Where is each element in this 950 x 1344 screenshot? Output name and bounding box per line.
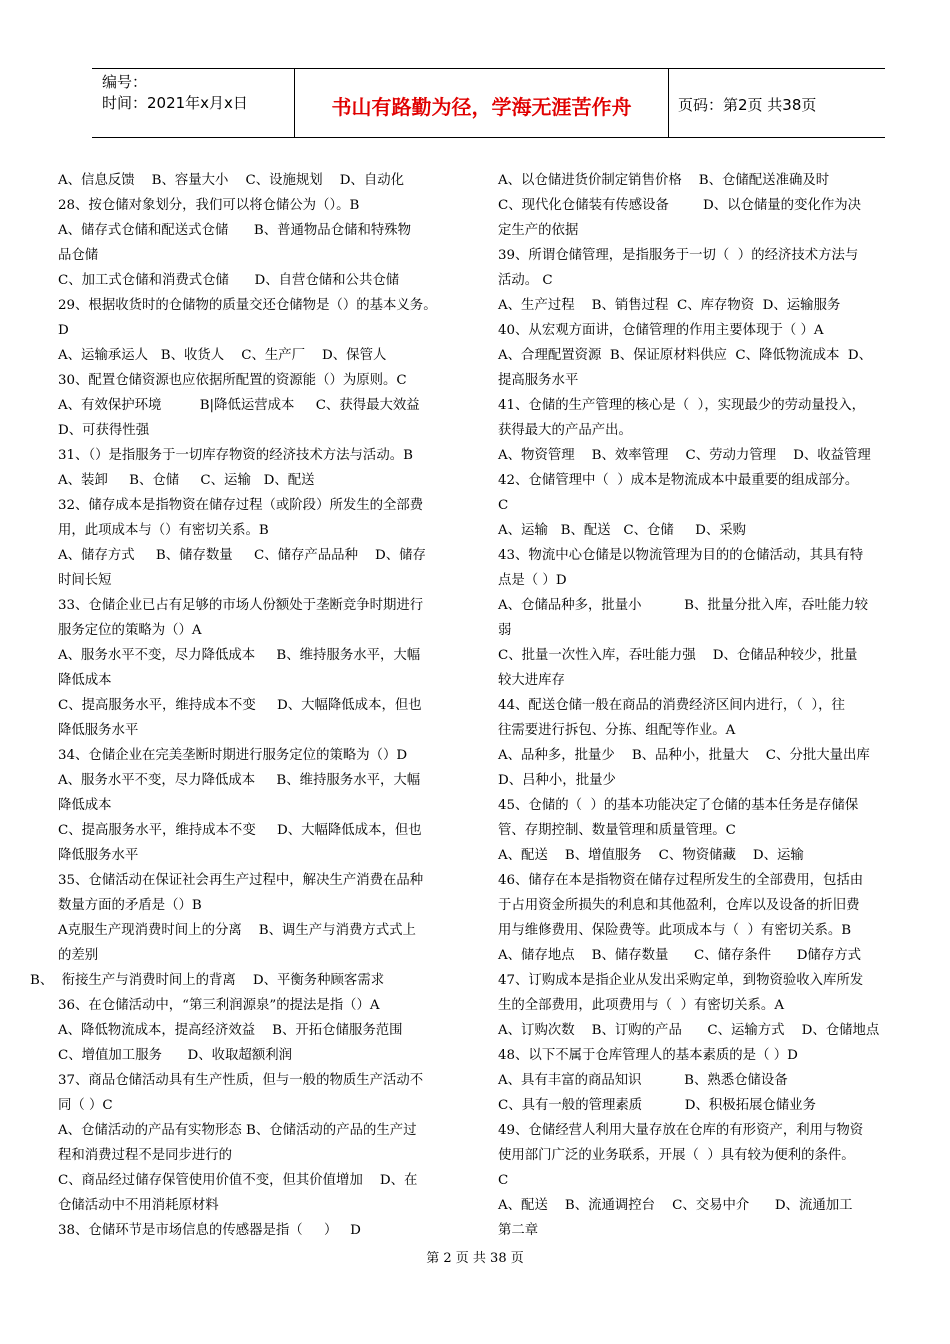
text-line: A、服务水平不变，尽力降低成本 B、维持服务水平，大幅 — [58, 773, 421, 788]
text-line: 34、仓储企业在完美垄断时期进行服务定位的策略为（）D — [58, 748, 408, 763]
text-line: 使用部门广泛的业务联系，开展（ ）具有较为便利的条件。 — [498, 1148, 855, 1163]
text-line: 28、按仓储对象划分，我们可以将仓储公为（）。B — [58, 198, 360, 213]
text-line: A、储存式仓储和配送式仓储 B、普通物品仓储和特殊物 — [58, 223, 412, 238]
header-page-cell — [668, 69, 885, 137]
text-line: 生的全部费用，此项费用与（ ）有密切关系。A — [498, 998, 784, 1013]
text-line: A、具有丰富的商品知识 B、熟悉仓储设备 — [498, 1073, 788, 1088]
text-line: 48、以下不属于仓库管理人的基本素质的是（ ）D — [498, 1048, 798, 1063]
text-line: 品仓储 — [58, 248, 99, 263]
text-line: A、仓储品种多，批量小 B、批量分批入库，吞吐能力较 — [498, 598, 869, 613]
text-line: D、可获得性强 — [58, 423, 150, 438]
text-line: A、服务水平不变，尽力降低成本 B、维持服务水平，大幅 — [58, 648, 421, 663]
text-line: 45、仓储的（ ）的基本功能决定了仓储的基本任务是存储保 — [498, 798, 859, 813]
text-line: C — [498, 498, 509, 513]
text-line: 降低成本 — [58, 673, 112, 688]
text-line: C、提高服务水平，维持成本不变 D、大幅降低成本，但也 — [58, 823, 422, 838]
page-footer: 第 2 页 共 38 页 — [426, 1251, 524, 1266]
text-line: 49、仓储经营人利用大量存放在仓库的有形资产，利用与物资 — [498, 1123, 864, 1138]
text-line: 39、所谓仓储管理，是指服务于一切（ ）的经济技术方法与 — [498, 248, 859, 263]
text-line: C、现代化仓储装有传感设备 D、以仓储量的变化作为决 — [498, 198, 862, 213]
text-line: 36、在仓储活动中，“第三利润源泉”的提法是指（）A — [58, 998, 380, 1013]
text-line: D、吕种小，批量少 — [498, 773, 616, 788]
time-label: 时间：2021年x月x日 — [102, 94, 248, 112]
text-line: C、具有一般的管理素质 D、积极拓展仓储业务 — [498, 1098, 816, 1113]
text-line: 弱 — [498, 623, 512, 638]
text-line: A、运输 B、配送 C、仓储 D、采购 — [498, 523, 747, 538]
text-line: A、生产过程 B、销售过程 C、库存物资 D、运输服务 — [498, 298, 841, 313]
text-line: 降低成本 — [58, 798, 112, 813]
text-line: A、订购次数 B、订购的产品 C、运输方式 D、仓储地点 — [498, 1023, 880, 1038]
text-line: 33、仓储企业已占有足够的市场人份额处于垄断竞争时期进行 — [58, 598, 424, 613]
text-line: 用与维修费用、保险费等。此项成本与（ ）有密切关系。B — [498, 923, 852, 938]
text-line: 降低服务水平 — [58, 723, 139, 738]
motto-text: 书山有路勤为径，学海无涯苦作舟 — [331, 95, 632, 119]
right-column — [498, 168, 910, 1243]
text-line: 41、仓储的生产管理的核心是（ ），实现最少的劳动量投入， — [498, 398, 866, 413]
text-line: 获得最大的产品产出。 — [498, 423, 632, 438]
text-line: 点是（ ）D — [498, 573, 567, 588]
text-line: 较大进库存 — [498, 673, 565, 688]
text-line: A、有效保护环境 B|降低运营成本 C、获得最大效益 — [58, 398, 420, 413]
text-line: A、以仓储进货价制定销售价格 B、仓储配送准确及时 — [498, 173, 830, 188]
text-line: B、 衔接生产与消费时间上的背离 D、平衡务种顾客需求 — [30, 973, 385, 988]
text-line: 时间长短 — [58, 573, 112, 588]
text-line: A、储存地点 B、储存数量 C、储存条件 D储存方式 — [498, 948, 862, 963]
text-line: 活动。 C — [498, 273, 553, 288]
text-line: 37、商品仓储活动具有生产性质，但与一般的物质生产活动不 — [58, 1073, 424, 1088]
text-line: 31、（）是指服务于一切库存物资的经济技术方法与活动。B — [58, 448, 413, 463]
text-line: 于占用资金所损失的利息和其他盈利，仓库以及设备的折旧费 — [498, 898, 860, 913]
text-line: A、品种多，批量少 B、品种小，批量大 C、分批大量出库 — [498, 748, 870, 763]
text-line: A、装卸 B、仓储 C、运输 D、配送 — [58, 473, 315, 488]
text-line: A、合理配置资源 B、保证原材料供应 C、降低物流成本 D、 — [498, 348, 873, 363]
code-label: 编号： — [102, 73, 148, 91]
text-line: 32、储存成本是指物资在储存过程（或阶段）所发生的全部费 — [58, 498, 424, 513]
text-line: 的差别 — [58, 948, 99, 963]
left-column — [30, 168, 470, 1243]
text-line: A、仓储活动的产品有实物形态 B、仓储活动的产品的生产过 — [58, 1123, 417, 1138]
text-line: C、加工式仓储和消费式仓储 D、自营仓储和公共仓储 — [58, 273, 400, 288]
text-line: 降低服务水平 — [58, 848, 139, 863]
text-line: C、批量一次性入库，吞吐能力强 D、仓储品种较少，批量 — [498, 648, 858, 663]
text-line: 仓储活动中不用消耗原材料 — [58, 1198, 219, 1213]
text-line: 40、从宏观方面讲，仓储管理的作用主要体现于（ ）A — [498, 323, 824, 338]
text-line: D — [58, 323, 69, 338]
text-line: C — [498, 1173, 509, 1188]
text-line: 29、根据收货时的仓储物的质量交还仓储物是（）的基本义务。 — [58, 298, 437, 313]
text-line: A、配送 B、增值服务 C、物资储藏 D、运输 — [498, 848, 804, 863]
text-line: 第二章 — [498, 1223, 539, 1238]
text-line: 管、存期控制、数量管理和质量管理。C — [498, 823, 736, 838]
text-line: 用，此项成本与（）有密切关系。B — [58, 523, 269, 538]
header-meta-cell — [92, 69, 294, 137]
text-line: 定生产的依据 — [498, 223, 579, 238]
text-line: 提高服务水平 — [498, 373, 579, 388]
header-motto-cell — [294, 69, 669, 137]
text-line: 30、配置仓储资源也应依据所配置的资源能（）为原则。C — [58, 373, 407, 388]
text-line: A、降低物流成本，提高经济效益 B、开拓仓储服务范围 — [58, 1023, 403, 1038]
text-line: 同（ ）C — [58, 1098, 113, 1113]
text-line: A、信息反馈 B、容量大小 C、设施规划 D、自动化 — [58, 173, 404, 188]
text-line: 46、储存在本是指物资在储存过程所发生的全部费用，包括由 — [498, 873, 864, 888]
page-info: 页码：第2页 共38页 — [678, 96, 817, 114]
text-line: 数量方面的矛盾是（）B — [58, 898, 202, 913]
text-line: 35、仓储活动在保证社会再生产过程中，解决生产消费在品种 — [58, 873, 424, 888]
text-line: 44、配送仓储一般在商品的消费经济区间内进行，（ ），往 — [498, 698, 845, 713]
text-line: 47、订购成本是指企业从发出采购定单，到物资验收入库所发 — [498, 973, 864, 988]
text-line: C、增值加工服务 D、收取超额利润 — [58, 1048, 292, 1063]
text-line: 程和消费过程不是同步进行的 — [58, 1148, 233, 1163]
text-line: A、物资管理 B、效率管理 C、劳动力管理 D、收益管理 — [498, 448, 871, 463]
page-header — [92, 68, 885, 138]
text-line: A、运输承运人 B、收货人 C、生产厂 D、保管人 — [58, 348, 387, 363]
text-line: 42、仓储管理中（ ）成本是物流成本中最重要的组成部分。 — [498, 473, 859, 488]
text-line: A、储存方式 B、储存数量 C、储存产品品种 D、储存 — [58, 548, 426, 563]
text-line: A、配送 B、流通调控台 C、交易中介 D、流通加工 — [498, 1198, 853, 1213]
text-line: C、提高服务水平，维持成本不变 D、大幅降低成本，但也 — [58, 698, 422, 713]
text-line: A克服生产现消费时间上的分离 B、调生产与消费方式式上 — [58, 923, 416, 938]
text-line: 往需要进行拆包、分拣、组配等作业。A — [498, 723, 736, 738]
text-line: 服务定位的策略为（）A — [58, 623, 202, 638]
text-line: 38、仓储环节是市场信息的传感器是指（ ） D — [58, 1223, 361, 1238]
text-line: C、商品经过储存保管使用价值不变，但其价值增加 D、在 — [58, 1173, 418, 1188]
text-line: 43、物流中心仓储是以物流管理为目的的仓储活动，其具有特 — [498, 548, 864, 563]
